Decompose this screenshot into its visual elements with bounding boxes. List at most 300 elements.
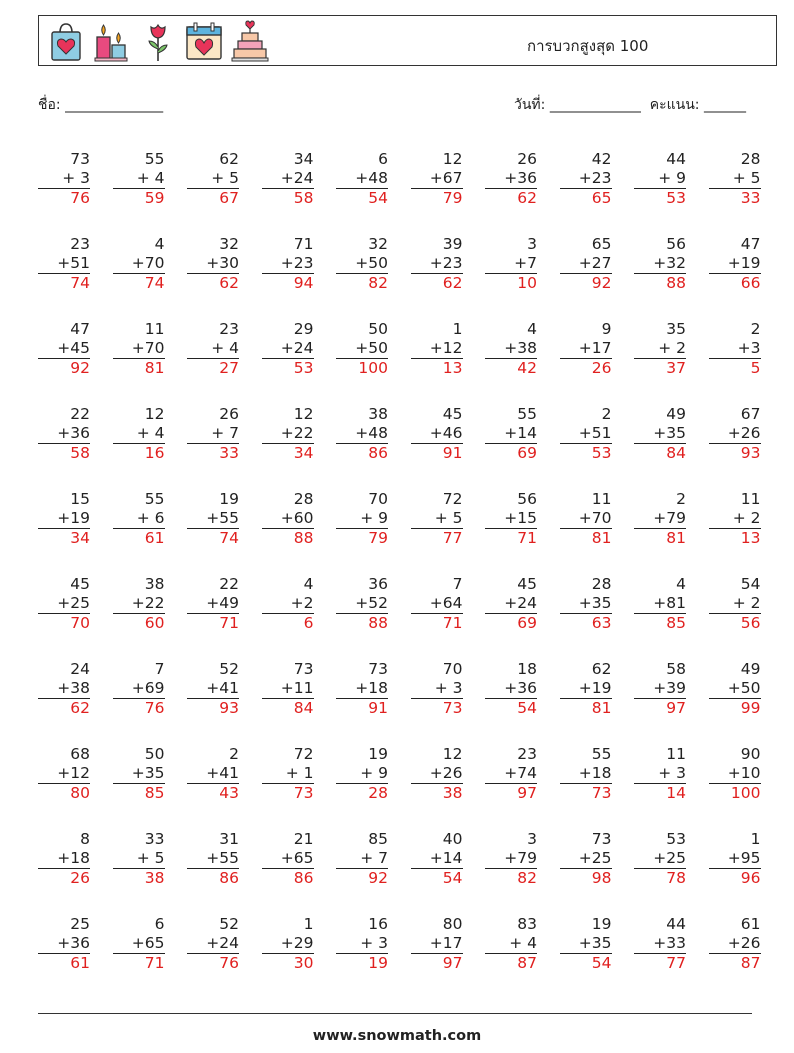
addend-bottom: + 9: [360, 509, 388, 527]
answer: 54: [560, 953, 612, 973]
addend-top: 80: [442, 915, 463, 933]
addend-top: 56: [666, 235, 686, 253]
addition-problem: [187, 235, 239, 295]
addition-problem: [560, 915, 612, 975]
answer: 84: [634, 443, 686, 463]
addition-problem: [560, 150, 612, 210]
addend-top: 4: [154, 235, 165, 253]
addend-bottom: +17: [429, 934, 463, 952]
addition-problem: [187, 490, 239, 550]
addend-bottom: +67: [429, 169, 463, 187]
name-field: ชื่อ: ______________: [38, 97, 164, 113]
answer: 79: [411, 188, 463, 208]
addend-bottom: +10: [727, 764, 761, 782]
addend-top: 26: [517, 150, 537, 168]
addend-bottom: + 5: [732, 169, 761, 187]
addition-problem: [262, 150, 314, 210]
addend-bottom: +70: [578, 509, 612, 527]
addend-top: 23: [517, 745, 537, 763]
addend-top: 29: [293, 320, 314, 338]
addend-top: 44: [666, 915, 686, 933]
answer: 91: [411, 443, 463, 463]
candles-icon: [93, 19, 131, 63]
addition-problem: [187, 575, 239, 635]
answer: 97: [634, 698, 686, 718]
answer: 53: [560, 443, 612, 463]
answer: 71: [187, 613, 239, 633]
addend-top: 39: [442, 235, 463, 253]
answer: 54: [411, 868, 463, 888]
addition-problem: [113, 235, 165, 295]
addend-top: 22: [219, 575, 239, 593]
answer: 59: [113, 188, 165, 208]
addend-bottom: + 5: [211, 169, 239, 187]
addition-problem: [262, 575, 314, 635]
addend-bottom: +41: [206, 764, 239, 782]
answer: 94: [262, 273, 314, 293]
answer: 76: [187, 953, 239, 973]
addition-problem: [709, 150, 761, 210]
addend-top: 71: [293, 235, 314, 253]
answer: 92: [38, 358, 90, 378]
addition-problem: [709, 745, 761, 805]
addend-bottom: +23: [429, 254, 463, 272]
addition-problem: [187, 660, 239, 720]
addend-top: 9: [601, 320, 612, 338]
addend-top: 6: [154, 915, 165, 933]
answer: 30: [262, 953, 314, 973]
addend-top: 11: [144, 320, 165, 338]
addition-problem: [634, 830, 686, 890]
addition-problem: [709, 830, 761, 890]
addend-bottom: +12: [57, 764, 90, 782]
addend-top: 40: [442, 830, 463, 848]
addend-bottom: + 3: [62, 169, 90, 187]
addition-problem: [634, 915, 686, 975]
addend-bottom: +25: [57, 594, 90, 612]
addition-problem: [38, 830, 90, 890]
addition-problem: [262, 830, 314, 890]
answer: 13: [411, 358, 463, 378]
answer: 13: [709, 528, 761, 548]
addend-top: 1: [452, 320, 463, 338]
addend-bottom: + 4: [509, 934, 537, 952]
answer: 87: [485, 953, 537, 973]
addition-problem: [485, 915, 537, 975]
addend-bottom: +50: [727, 679, 761, 697]
addend-bottom: +36: [57, 424, 90, 442]
addition-problem: [709, 915, 761, 975]
addend-top: 56: [517, 490, 537, 508]
addend-top: 85: [368, 830, 388, 848]
addition-problem: [560, 830, 612, 890]
addend-top: 22: [70, 405, 90, 423]
addend-bottom: +24: [504, 594, 537, 612]
addend-bottom: +79: [504, 849, 537, 867]
addend-top: 73: [293, 660, 314, 678]
addition-problem: [113, 830, 165, 890]
addition-problem: [634, 405, 686, 465]
answer: 81: [560, 528, 612, 548]
answer: 96: [709, 868, 761, 888]
addend-bottom: +23: [280, 254, 314, 272]
answer: 97: [485, 783, 537, 803]
addition-problem: [411, 830, 463, 890]
addition-problem: [709, 575, 761, 635]
addend-top: 15: [70, 490, 90, 508]
addition-problem: [336, 320, 388, 380]
addend-bottom: +2: [290, 594, 314, 612]
addend-top: 35: [666, 320, 686, 338]
addend-top: 24: [70, 660, 90, 678]
addend-top: 58: [666, 660, 686, 678]
addition-problem: [634, 745, 686, 805]
icon-row: [47, 19, 269, 63]
addend-top: 4: [676, 575, 686, 593]
addend-bottom: +50: [355, 254, 388, 272]
answer: 58: [262, 188, 314, 208]
addend-top: 70: [368, 490, 388, 508]
answer: 43: [187, 783, 239, 803]
addend-top: 72: [293, 745, 314, 763]
addend-top: 2: [676, 490, 686, 508]
addend-bottom: + 4: [136, 424, 165, 442]
addend-top: 55: [517, 405, 537, 423]
answer: 97: [411, 953, 463, 973]
addition-problem: [634, 320, 686, 380]
addend-bottom: +14: [504, 424, 537, 442]
addend-bottom: +7: [514, 254, 537, 272]
addend-bottom: +70: [131, 254, 165, 272]
addend-top: 11: [666, 745, 686, 763]
answer: 74: [187, 528, 239, 548]
addition-problem: [709, 405, 761, 465]
addend-top: 12: [144, 405, 165, 423]
addition-problem: [634, 575, 686, 635]
addition-problem: [411, 235, 463, 295]
addend-bottom: +95: [727, 849, 761, 867]
answer: 93: [187, 698, 239, 718]
addend-bottom: + 2: [658, 339, 686, 357]
answer: 61: [113, 528, 165, 548]
answer: 86: [187, 868, 239, 888]
addend-top: 52: [219, 660, 239, 678]
addend-bottom: +38: [504, 339, 537, 357]
answer: 81: [560, 698, 612, 718]
answer: 78: [634, 868, 686, 888]
addition-problem: [411, 915, 463, 975]
addend-top: 3: [527, 830, 537, 848]
addend-top: 38: [368, 405, 388, 423]
answer: 38: [113, 868, 165, 888]
addition-problem: [485, 320, 537, 380]
addend-top: 47: [740, 235, 761, 253]
addition-problem: [38, 490, 90, 550]
addition-problem: [262, 660, 314, 720]
addend-top: 83: [517, 915, 537, 933]
addition-problem: [560, 235, 612, 295]
addend-bottom: +27: [578, 254, 612, 272]
addend-bottom: +3: [737, 339, 761, 357]
addition-problem: [560, 320, 612, 380]
answer: 33: [187, 443, 239, 463]
addend-bottom: +51: [57, 254, 90, 272]
addition-problem: [485, 150, 537, 210]
addend-bottom: +36: [504, 169, 537, 187]
answer: 62: [38, 698, 90, 718]
addend-bottom: +24: [280, 339, 314, 357]
addition-problem: [485, 660, 537, 720]
addend-bottom: + 9: [360, 764, 388, 782]
answer: 10: [485, 273, 537, 293]
answer: 88: [262, 528, 314, 548]
addend-bottom: +25: [653, 849, 686, 867]
addition-problem: [560, 745, 612, 805]
addend-top: 42: [591, 150, 612, 168]
addend-bottom: + 5: [434, 509, 463, 527]
addition-problem: [485, 405, 537, 465]
answer: 80: [38, 783, 90, 803]
addend-top: 67: [740, 405, 761, 423]
rose-icon: [139, 19, 177, 63]
answer: 69: [485, 443, 537, 463]
addend-bottom: +49: [206, 594, 239, 612]
addition-problem: [411, 405, 463, 465]
answer: 37: [634, 358, 686, 378]
addend-bottom: +48: [355, 169, 388, 187]
addition-problem: [113, 575, 165, 635]
addend-bottom: + 3: [658, 764, 686, 782]
addend-bottom: +35: [578, 934, 612, 952]
date-score-field: วันที่: _____________ คะแนน: ______: [514, 97, 746, 113]
addend-top: 28: [591, 575, 612, 593]
addend-bottom: +45: [57, 339, 90, 357]
addend-top: 68: [70, 745, 90, 763]
addend-bottom: +23: [578, 169, 612, 187]
addend-bottom: +35: [653, 424, 686, 442]
addend-top: 12: [293, 405, 314, 423]
addend-top: 7: [452, 575, 463, 593]
answer: 84: [262, 698, 314, 718]
addend-top: 2: [750, 320, 761, 338]
addend-top: 44: [666, 150, 686, 168]
addend-top: 45: [442, 405, 463, 423]
addend-top: 90: [740, 745, 761, 763]
addend-top: 7: [154, 660, 165, 678]
addition-problem: [262, 405, 314, 465]
addition-problem: [560, 405, 612, 465]
answer: 81: [113, 358, 165, 378]
answer: 73: [262, 783, 314, 803]
answer: 5: [709, 358, 761, 378]
addend-bottom: + 3: [434, 679, 463, 697]
answer: 85: [113, 783, 165, 803]
addition-problem: [262, 490, 314, 550]
answer: 26: [560, 358, 612, 378]
addition-problem: [38, 745, 90, 805]
addition-problem: [187, 745, 239, 805]
answer: 73: [411, 698, 463, 718]
addend-bottom: +48: [355, 424, 388, 442]
addition-problem: [485, 745, 537, 805]
addend-top: 12: [442, 745, 463, 763]
addend-bottom: + 5: [136, 849, 165, 867]
answer: 34: [262, 443, 314, 463]
addition-problem: [336, 575, 388, 635]
addend-top: 65: [591, 235, 612, 253]
answer: 27: [187, 358, 239, 378]
addend-top: 32: [219, 235, 239, 253]
addend-bottom: + 4: [211, 339, 239, 357]
addend-bottom: +60: [280, 509, 314, 527]
addition-problem: [485, 830, 537, 890]
addition-problem: [38, 915, 90, 975]
addend-bottom: +19: [57, 509, 90, 527]
answer: 100: [336, 358, 388, 378]
addition-problem: [709, 320, 761, 380]
addition-problem: [38, 150, 90, 210]
addend-bottom: + 7: [360, 849, 388, 867]
addend-top: 23: [219, 320, 239, 338]
addend-bottom: +26: [727, 424, 761, 442]
answer: 16: [113, 443, 165, 463]
answer: 76: [113, 698, 165, 718]
addition-problem: [336, 150, 388, 210]
addend-top: 73: [70, 150, 90, 168]
answer: 58: [38, 443, 90, 463]
answer: 79: [336, 528, 388, 548]
answer: 60: [113, 613, 165, 633]
addend-top: 33: [144, 830, 165, 848]
addition-problem: [336, 830, 388, 890]
addition-problem: [411, 660, 463, 720]
addend-top: 45: [70, 575, 90, 593]
addend-bottom: +65: [131, 934, 165, 952]
addend-bottom: +19: [727, 254, 761, 272]
addition-problem: [187, 830, 239, 890]
addend-top: 28: [293, 490, 314, 508]
footer-site: www.snowmath.com: [312, 1028, 482, 1044]
addend-top: 34: [293, 150, 314, 168]
addition-problem: [336, 490, 388, 550]
answer: 76: [38, 188, 90, 208]
answer: 67: [187, 188, 239, 208]
answer: 82: [485, 868, 537, 888]
addend-top: 36: [368, 575, 388, 593]
addend-bottom: +55: [206, 849, 239, 867]
answer: 62: [411, 273, 463, 293]
addend-bottom: +79: [653, 509, 686, 527]
answer: 42: [485, 358, 537, 378]
addend-bottom: +14: [429, 849, 463, 867]
addend-top: 38: [144, 575, 165, 593]
addend-top: 61: [740, 915, 761, 933]
addition-problem: [411, 745, 463, 805]
answer: 6: [262, 613, 314, 633]
addend-bottom: +41: [206, 679, 239, 697]
addend-top: 4: [303, 575, 314, 593]
addend-bottom: +18: [57, 849, 90, 867]
answer: 74: [38, 273, 90, 293]
addend-top: 11: [740, 490, 761, 508]
addition-problem: [113, 745, 165, 805]
addition-problem: [38, 575, 90, 635]
addition-problem: [262, 235, 314, 295]
addend-top: 50: [368, 320, 388, 338]
addition-problem: [634, 150, 686, 210]
addend-top: 1: [750, 830, 761, 848]
addition-problem: [113, 150, 165, 210]
answer: 86: [262, 868, 314, 888]
answer: 99: [709, 698, 761, 718]
addition-problem: [709, 490, 761, 550]
addition-problem: [411, 490, 463, 550]
answer: 81: [634, 528, 686, 548]
addend-bottom: +15: [504, 509, 537, 527]
answer: 92: [336, 868, 388, 888]
worksheet-title: การบวกสูงสุด 100: [527, 37, 649, 55]
addend-bottom: +26: [727, 934, 761, 952]
addend-top: 18: [517, 660, 537, 678]
answer: 88: [634, 273, 686, 293]
addition-problem: [336, 915, 388, 975]
answer: 100: [709, 783, 761, 803]
answer: 62: [485, 188, 537, 208]
addend-bottom: + 4: [136, 169, 165, 187]
addition-problem: [485, 575, 537, 635]
answer: 38: [411, 783, 463, 803]
addend-top: 54: [740, 575, 761, 593]
addition-problem: [411, 575, 463, 635]
addend-top: 19: [219, 490, 239, 508]
answer: 63: [560, 613, 612, 633]
addend-top: 62: [219, 150, 239, 168]
answer: 70: [38, 613, 90, 633]
addend-top: 8: [80, 830, 90, 848]
addition-problem: [113, 915, 165, 975]
addition-problem: [113, 405, 165, 465]
answer: 61: [38, 953, 90, 973]
answer: 88: [336, 613, 388, 633]
addend-top: 19: [368, 745, 388, 763]
answer: 26: [38, 868, 90, 888]
addend-top: 3: [527, 235, 537, 253]
addend-top: 2: [229, 745, 239, 763]
cake-icon: [231, 19, 269, 63]
addition-problem: [38, 320, 90, 380]
addition-problem: [336, 235, 388, 295]
answer: 53: [262, 358, 314, 378]
addend-bottom: +18: [578, 764, 612, 782]
addend-bottom: +22: [280, 424, 314, 442]
addition-problem: [262, 320, 314, 380]
addend-bottom: +55: [206, 509, 239, 527]
addend-bottom: +38: [57, 679, 90, 697]
addend-bottom: +51: [578, 424, 612, 442]
addition-problem: [38, 235, 90, 295]
addition-problem: [634, 490, 686, 550]
answer: 86: [336, 443, 388, 463]
addition-problem: [485, 490, 537, 550]
addend-bottom: + 2: [732, 509, 761, 527]
addend-top: 28: [740, 150, 761, 168]
addition-problem: [634, 235, 686, 295]
addition-problem: [187, 915, 239, 975]
answer: 54: [485, 698, 537, 718]
answer: 62: [187, 273, 239, 293]
answer: 14: [634, 783, 686, 803]
addend-top: 6: [378, 150, 388, 168]
